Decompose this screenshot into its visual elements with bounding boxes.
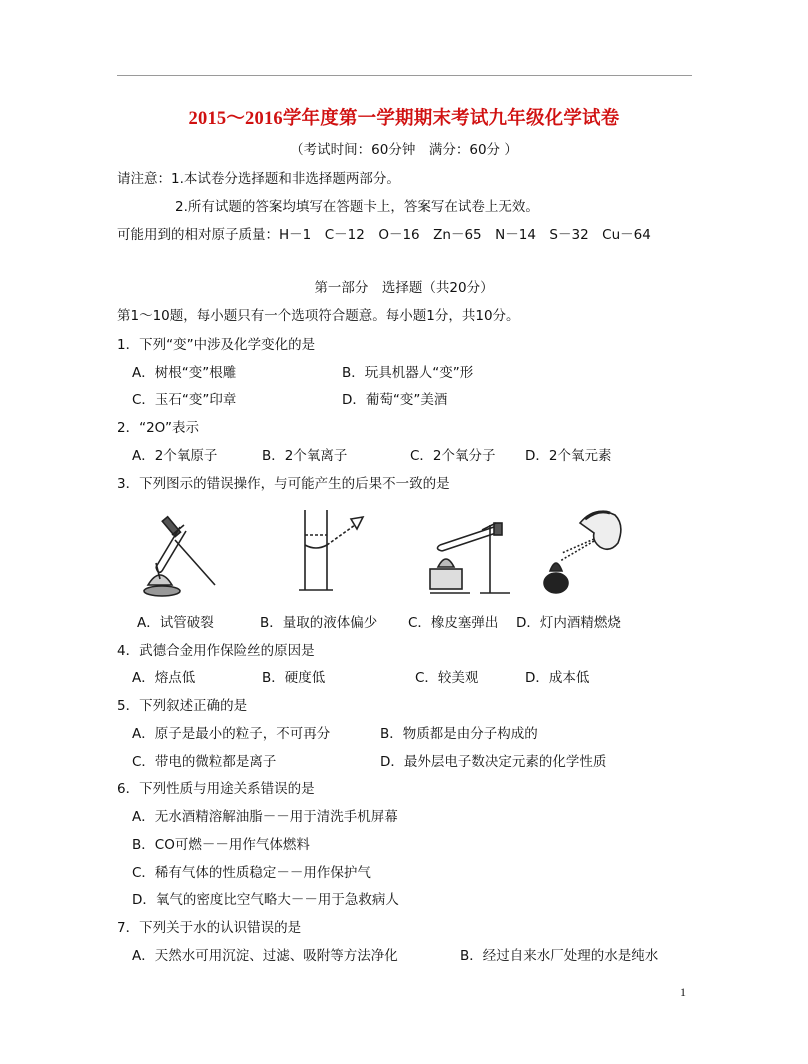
question-1-stem: 1．下列“变”中涉及化学变化的是	[117, 337, 316, 353]
question-5-option-b: B．物质都是由分子构成的	[380, 726, 538, 742]
question-1-option-d: D．葡萄“变”美酒	[342, 392, 448, 408]
question-6-option-d: D．氧气的密度比空气略大－－用于急救病人	[132, 892, 399, 908]
question-1-option-b: B．玩具机器人“变”形	[342, 365, 474, 381]
question-6-stem: 6．下列性质与用途关系错误的是	[117, 781, 315, 797]
header-rule	[117, 75, 692, 76]
question-1-option-c: C．玉石“变”印章	[132, 392, 237, 408]
question-5-option-c: C．带电的微粒都是离子	[132, 754, 277, 770]
question-4-option-d: D．成本低	[525, 670, 590, 686]
question-2-option-d: D．2个氧元素	[525, 448, 612, 464]
page-number: 1	[680, 985, 686, 999]
question-5-option-a: A．原子是最小的粒子，不可再分	[132, 726, 331, 742]
figure-graduated-cylinder	[285, 505, 375, 600]
question-3-option-d: D．灯内酒精燃烧	[516, 615, 621, 631]
question-5-option-d: D．最外层电子数决定元素的化学性质	[380, 754, 607, 770]
exam-info: （考试时间：60分钟 满分：60分 ）	[290, 142, 518, 158]
question-4-option-b: B．硬度低	[262, 670, 326, 686]
section-title: 第一部分 选择题（共20分）	[314, 280, 494, 296]
question-7-option-a: A．天然水可用沉淀、过滤、吸附等方法净化	[132, 948, 398, 964]
question-2-option-b: B．2个氧离子	[262, 448, 348, 464]
question-6-option-b: B．CO可燃－－用作气体燃料	[132, 837, 310, 853]
question-3-stem: 3．下列图示的错误操作，与可能产生的后果不一致的是	[117, 476, 450, 492]
question-4-stem: 4．武德合金用作保险丝的原因是	[117, 643, 315, 659]
question-2-option-a: A．2个氧原子	[132, 448, 218, 464]
question-2-option-c: C．2个氧分子	[410, 448, 496, 464]
question-4-option-c: C．较美观	[415, 670, 479, 686]
figure-blowing-lamp	[540, 505, 630, 600]
figure-test-tube-heating	[130, 505, 230, 600]
question-3-option-c: C．橡皮塞弹出	[408, 615, 499, 631]
question-7-option-b: B．经过自来水厂处理的水是纯水	[460, 948, 659, 964]
question-6-option-c: C．稀有气体的性质稳定－－用作保护气	[132, 865, 371, 881]
note-line-2: 2.所有试题的答案均填写在答题卡上，答案写在试卷上无效。	[175, 199, 539, 215]
question-4-option-a: A．熔点低	[132, 670, 196, 686]
question-7-stem: 7．下列关于水的认识错误的是	[117, 920, 302, 936]
question-6-option-a: A．无水酒精溶解油脂－－用于清洗手机屏幕	[132, 809, 398, 825]
question-3-option-b: B．量取的液体偏少	[260, 615, 378, 631]
note-line-1: 请注意：1.本试卷分选择题和非选择题两部分。	[117, 171, 400, 187]
question-1-option-a: A．树根“变”根雕	[132, 365, 237, 381]
question-5-stem: 5．下列叙述正确的是	[117, 698, 248, 714]
question-2-stem: 2．“2O”表示	[117, 420, 200, 436]
question-3-option-a: A．试管破裂	[137, 615, 214, 631]
atomic-masses: 可能用到的相对原子质量：H－1 C－12 O－16 Zn－65 N－14 S－32 Cu－64	[117, 227, 651, 243]
section-instruction: 第1～10题，每小题只有一个选项符合题意。每小题1分，共10分。	[117, 308, 520, 324]
figure-stopper-heating	[420, 505, 520, 600]
exam-title: 2015～2016学年度第一学期期末考试九年级化学试卷	[188, 109, 620, 129]
